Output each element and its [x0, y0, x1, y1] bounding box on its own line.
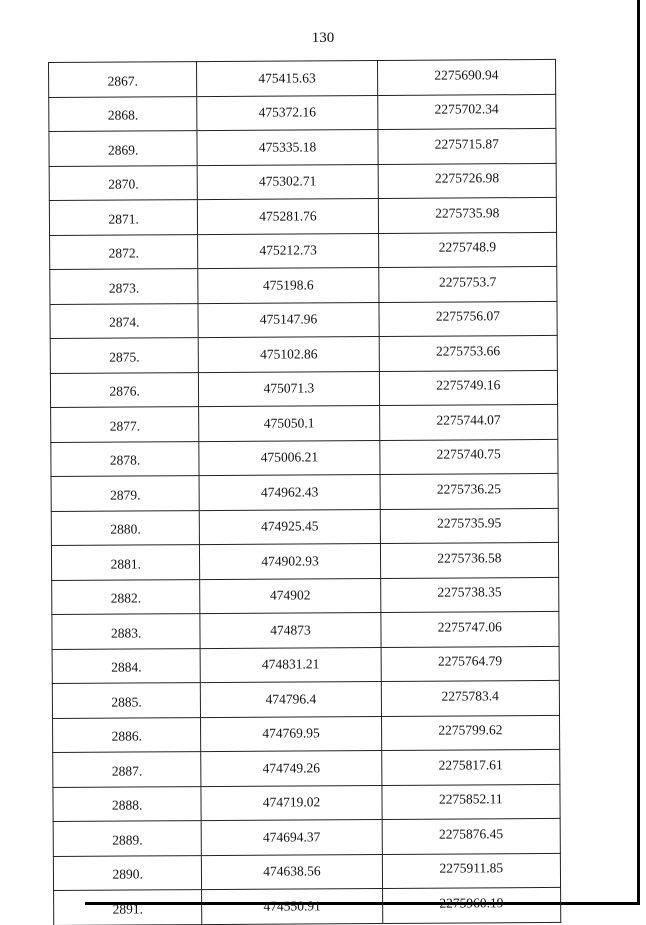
- table-row: [51, 404, 558, 442]
- table-row: [51, 473, 558, 511]
- coordinates-table: [48, 59, 561, 925]
- x-coordinate-cell: 475415.63: [197, 60, 378, 96]
- y-coordinate-cell: 2275852.11: [382, 784, 561, 820]
- table-row: [53, 749, 560, 787]
- x-coordinate-cell: 475335.18: [197, 129, 378, 165]
- y-coordinate-cell: 2275753.7: [378, 266, 557, 302]
- table-row: [54, 887, 561, 925]
- y-coordinate-cell: 2275876.45: [382, 818, 561, 854]
- point-number-cell: 2890.: [53, 855, 202, 890]
- table-row: [51, 508, 558, 546]
- point-number-cell: 2868.: [49, 96, 198, 131]
- x-coordinate-cell: 474638.56: [202, 854, 383, 890]
- y-coordinate-cell: 2275736.25: [380, 473, 559, 509]
- y-coordinate-cell: 2275736.58: [380, 542, 559, 578]
- y-coordinate-cell: 2275753.66: [379, 335, 558, 371]
- x-coordinate-cell: 475102.86: [199, 336, 380, 372]
- point-number-cell: 2885.: [52, 683, 201, 718]
- point-number-cell: 2879.: [51, 476, 200, 511]
- x-coordinate-cell: 475302.71: [197, 164, 378, 200]
- table-row: [49, 128, 556, 166]
- x-coordinate-cell: 474769.95: [201, 716, 382, 752]
- point-number-cell: 2874.: [50, 303, 199, 338]
- y-coordinate-cell: 2275764.79: [381, 646, 560, 682]
- y-coordinate-cell: 2275702.34: [377, 94, 556, 130]
- table-row: [53, 818, 560, 856]
- x-coordinate-cell: 475006.21: [199, 440, 380, 476]
- y-coordinate-cell: 2275960.19: [382, 887, 561, 923]
- x-coordinate-cell: 474550.91: [202, 888, 383, 924]
- y-coordinate-cell: 2275735.98: [378, 197, 557, 233]
- y-coordinate-cell: 2275799.62: [381, 715, 560, 751]
- table-row: [49, 94, 556, 132]
- x-coordinate-cell: 475372.16: [197, 95, 378, 131]
- point-number-cell: 2877.: [51, 407, 200, 442]
- point-number-cell: 2873.: [50, 269, 199, 304]
- point-number-cell: 2878.: [51, 441, 200, 476]
- x-coordinate-cell: 475198.6: [198, 267, 379, 303]
- y-coordinate-cell: 2275738.35: [380, 577, 559, 613]
- table-row: [50, 232, 557, 270]
- point-number-cell: 2876.: [50, 372, 199, 407]
- y-coordinate-cell: 2275744.07: [379, 404, 558, 440]
- table-row: [50, 335, 557, 373]
- x-coordinate-cell: 474719.02: [201, 785, 382, 821]
- table-row: [50, 301, 557, 339]
- x-coordinate-cell: 475281.76: [198, 198, 379, 234]
- point-number-cell: 2881.: [51, 545, 200, 580]
- table-row: [52, 611, 559, 649]
- y-coordinate-cell: 2275740.75: [379, 439, 558, 475]
- table-row: [51, 439, 558, 477]
- point-number-cell: 2871.: [49, 200, 198, 235]
- table-row: [49, 197, 556, 235]
- x-coordinate-cell: 474902.93: [200, 543, 381, 579]
- page-edge-right: [637, 0, 640, 905]
- x-coordinate-cell: 474796.4: [201, 681, 382, 717]
- point-number-cell: 2872.: [50, 234, 199, 269]
- x-coordinate-cell: 474749.26: [201, 750, 382, 786]
- y-coordinate-cell: 2275817.61: [381, 749, 560, 785]
- x-coordinate-cell: 475071.3: [199, 371, 380, 407]
- point-number-cell: 2875.: [50, 338, 199, 373]
- x-coordinate-cell: 475212.73: [198, 233, 379, 269]
- point-number-cell: 2887.: [53, 752, 202, 787]
- y-coordinate-cell: 2275748.9: [378, 232, 557, 268]
- x-coordinate-cell: 474694.37: [201, 819, 382, 855]
- y-coordinate-cell: 2275911.85: [382, 853, 561, 889]
- x-coordinate-cell: 475050.1: [199, 405, 380, 441]
- table-row: [51, 542, 558, 580]
- table-row: [50, 266, 557, 304]
- coordinates-table-body: [49, 59, 561, 925]
- point-number-cell: 2867.: [49, 62, 198, 97]
- point-number-cell: 2886.: [53, 717, 202, 752]
- page-number: 130: [311, 30, 335, 46]
- table-row: [49, 59, 556, 97]
- table-row: [49, 163, 556, 201]
- x-coordinate-cell: 475147.96: [198, 302, 379, 338]
- point-number-cell: 2889.: [53, 821, 202, 856]
- table-row: [50, 370, 557, 408]
- table-row: [53, 784, 560, 822]
- x-coordinate-cell: 474831.21: [200, 647, 381, 683]
- x-coordinate-cell: 474962.43: [199, 474, 380, 510]
- point-number-cell: 2888.: [53, 786, 202, 821]
- y-coordinate-cell: 2275749.16: [379, 370, 558, 406]
- point-number-cell: 2891.: [54, 890, 203, 925]
- y-coordinate-cell: 2275726.98: [378, 163, 557, 199]
- table-row: [52, 680, 559, 718]
- point-number-cell: 2869.: [49, 131, 198, 166]
- x-coordinate-cell: 474873: [200, 612, 381, 648]
- point-number-cell: 2882.: [52, 579, 201, 614]
- table-row: [52, 577, 559, 615]
- y-coordinate-cell: 2275715.87: [378, 128, 557, 164]
- point-number-cell: 2883.: [52, 614, 201, 649]
- point-number-cell: 2870.: [49, 165, 198, 200]
- y-coordinate-cell: 2275690.94: [377, 59, 556, 95]
- table-row: [52, 646, 559, 684]
- point-number-cell: 2880.: [51, 510, 200, 545]
- table-row: [53, 853, 560, 891]
- y-coordinate-cell: 2275783.4: [381, 680, 560, 716]
- y-coordinate-cell: 2275735.95: [380, 508, 559, 544]
- x-coordinate-cell: 474902: [200, 578, 381, 614]
- point-number-cell: 2884.: [52, 648, 201, 683]
- y-coordinate-cell: 2275747.06: [380, 611, 559, 647]
- y-coordinate-cell: 2275756.07: [379, 301, 558, 337]
- x-coordinate-cell: 474925.45: [200, 509, 381, 545]
- table-row: [53, 715, 560, 753]
